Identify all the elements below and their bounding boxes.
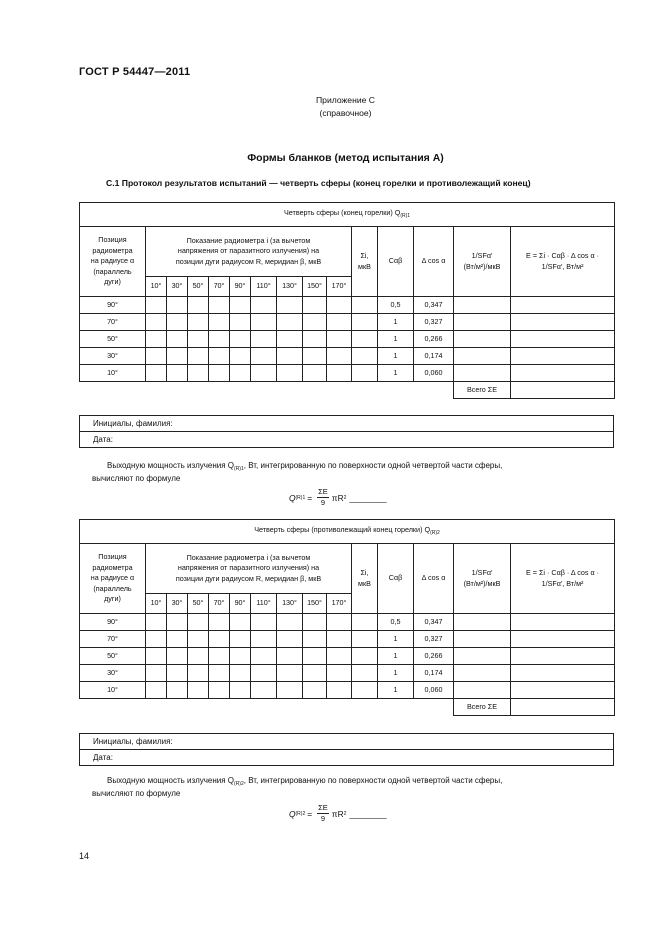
header-delta-cos: Δ cos α	[414, 227, 454, 297]
reading-cell[interactable]	[188, 297, 209, 314]
reading-cell[interactable]	[230, 314, 251, 331]
meridian-cell: 90°	[230, 277, 251, 297]
reading-cell[interactable]	[327, 314, 352, 331]
delta-cos-cell: 0,347	[414, 297, 454, 314]
table-row	[80, 665, 615, 682]
reading-cell[interactable]	[146, 665, 167, 682]
header-position: Позиция радиометра на радиусе α (параллель дуги)	[80, 544, 146, 614]
reading-cell[interactable]	[277, 331, 303, 348]
sum-i-cell[interactable]	[352, 648, 378, 665]
paragraph-2: Выходную мощность излучения $Q_{(R)2}$, Вт, интегрированную по поверхности одной четвертой части сферы,	[107, 776, 503, 787]
c-alpha-beta-cell: 1	[378, 331, 414, 348]
reading-cell[interactable]	[277, 631, 303, 648]
c-alpha-beta-cell: 1	[378, 314, 414, 331]
meridian-cell: 30°	[167, 594, 188, 614]
table-row	[80, 297, 615, 314]
delta-cos-cell: 0,060	[414, 365, 454, 382]
e-cell[interactable]	[511, 331, 615, 348]
reading-cell[interactable]	[167, 682, 188, 699]
reading-cell[interactable]	[188, 365, 209, 382]
reading-cell[interactable]	[230, 331, 251, 348]
reading-cell[interactable]	[303, 665, 327, 682]
e-cell[interactable]	[511, 631, 615, 648]
reading-cell[interactable]	[277, 648, 303, 665]
table-row	[80, 331, 615, 348]
section-title: С.1 Протокол результатов испытаний — четверть сферы (конец горелки и противолежащий конец)	[106, 178, 531, 188]
table-title: Четверть сферы (конец горелки) $Q_{(R)1}$	[80, 203, 615, 227]
meridian-cell: 170°	[327, 277, 352, 297]
reading-cell[interactable]	[188, 631, 209, 648]
reading-cell[interactable]	[209, 682, 230, 699]
reading-cell[interactable]	[167, 331, 188, 348]
c-alpha-beta-cell: 0,5	[378, 614, 414, 631]
delta-cos-cell: 0,327	[414, 631, 454, 648]
header-c-alpha-beta: Cαβ	[378, 227, 414, 297]
position-cell: 50°	[80, 331, 146, 348]
sf-cell[interactable]	[454, 297, 511, 314]
total-label: Всего ΣE	[454, 699, 511, 716]
sum-i-cell[interactable]	[352, 614, 378, 631]
e-cell[interactable]	[511, 297, 615, 314]
delta-cos-cell: 0,060	[414, 682, 454, 699]
reading-cell[interactable]	[303, 365, 327, 382]
meridian-cell: 10°	[146, 277, 167, 297]
sum-i-cell[interactable]	[352, 348, 378, 365]
delta-cos-cell: 0,174	[414, 348, 454, 365]
header-sf: 1/SFα′ (Вт/м²)/мкВ	[454, 227, 511, 297]
e-cell[interactable]	[511, 648, 615, 665]
meridian-cell: 150°	[303, 277, 327, 297]
reading-cell[interactable]	[303, 331, 327, 348]
reading-cell[interactable]	[188, 314, 209, 331]
reading-cell[interactable]	[327, 297, 352, 314]
paragraph-1-cont: вычисляют по формуле	[92, 474, 181, 483]
forms-title: Формы бланков (метод испытания А)	[247, 152, 444, 164]
total-value	[511, 382, 615, 399]
sf-cell[interactable]	[454, 614, 511, 631]
meridian-cell: 50°	[188, 594, 209, 614]
date-field[interactable]: Дата:	[80, 432, 614, 448]
reading-cell[interactable]	[251, 365, 277, 382]
reading-cell[interactable]	[146, 365, 167, 382]
header-reading: Показание радиометра i (за вычетом напряжения от паразитного излучения) на позиции дуги радиусом R, меридиан β, мкВ	[146, 544, 352, 594]
reading-cell[interactable]	[327, 665, 352, 682]
reading-cell[interactable]	[327, 682, 352, 699]
meridian-cell: 130°	[277, 594, 303, 614]
header-reading: Показание радиометра i (за вычетом напряжения от паразитного излучения) на позиции дуги радиусом R, меридиан β, мкВ	[146, 227, 352, 277]
c-alpha-beta-cell: 1	[378, 348, 414, 365]
date-field[interactable]: Дата:	[80, 750, 614, 766]
table-row	[80, 614, 615, 631]
protocol-table-1	[79, 202, 615, 399]
header-sum-i: Σi, мкВ	[352, 227, 378, 297]
reading-cell[interactable]	[303, 348, 327, 365]
sum-i-cell[interactable]	[352, 331, 378, 348]
e-cell[interactable]	[511, 614, 615, 631]
reading-cell[interactable]	[146, 348, 167, 365]
reading-cell[interactable]	[146, 682, 167, 699]
meridian-cell: 10°	[146, 594, 167, 614]
sf-cell[interactable]	[454, 365, 511, 382]
reading-cell[interactable]	[277, 314, 303, 331]
reading-cell[interactable]	[167, 665, 188, 682]
reading-cell[interactable]	[251, 331, 277, 348]
position-cell: 90°	[80, 297, 146, 314]
meridian-cell: 110°	[251, 277, 277, 297]
reading-cell[interactable]	[146, 297, 167, 314]
reading-cell[interactable]	[251, 665, 277, 682]
sum-i-cell[interactable]	[352, 314, 378, 331]
c-alpha-beta-cell: 0,5	[378, 297, 414, 314]
reading-cell[interactable]	[277, 614, 303, 631]
reading-cell[interactable]	[251, 297, 277, 314]
reading-cell[interactable]	[209, 365, 230, 382]
reading-cell[interactable]	[303, 314, 327, 331]
reading-cell[interactable]	[209, 614, 230, 631]
protocol-table-2	[79, 519, 615, 716]
c-alpha-beta-cell: 1	[378, 648, 414, 665]
reading-cell[interactable]	[327, 348, 352, 365]
reading-cell[interactable]	[146, 648, 167, 665]
e-cell[interactable]	[511, 365, 615, 382]
total-label: Всего ΣE	[454, 382, 511, 399]
table-row	[80, 648, 615, 665]
total-row	[80, 699, 615, 716]
reading-cell[interactable]	[230, 682, 251, 699]
reading-cell[interactable]	[303, 631, 327, 648]
e-cell[interactable]	[511, 314, 615, 331]
delta-cos-cell: 0,266	[414, 331, 454, 348]
reading-cell[interactable]	[277, 297, 303, 314]
meridian-cell: 150°	[303, 594, 327, 614]
reading-cell[interactable]	[230, 648, 251, 665]
reading-cell[interactable]	[251, 314, 277, 331]
total-value	[511, 699, 615, 716]
reading-cell[interactable]	[167, 297, 188, 314]
sum-i-cell[interactable]	[352, 682, 378, 699]
e-cell[interactable]	[511, 348, 615, 365]
reading-cell[interactable]	[188, 682, 209, 699]
reading-cell[interactable]	[209, 631, 230, 648]
reading-cell[interactable]	[188, 665, 209, 682]
appendix-title: Приложение С	[316, 95, 375, 105]
meridian-cell: 70°	[209, 277, 230, 297]
paragraph-2-cont: вычисляют по формуле	[92, 789, 181, 798]
table-row	[80, 682, 615, 699]
appendix-heading	[0, 94, 661, 120]
table-title: Четверть сферы (противолежащий конец горелки) $Q_{(R)2}$	[80, 520, 615, 544]
sf-cell[interactable]	[454, 348, 511, 365]
reading-cell[interactable]	[327, 365, 352, 382]
formula-1: Q (R)1 = $\frac{\Sigma E}{9}$ πR 2 ________	[289, 487, 387, 507]
meridian-cell: 110°	[251, 594, 277, 614]
reading-cell[interactable]	[230, 614, 251, 631]
reading-cell[interactable]	[303, 682, 327, 699]
reading-cell[interactable]	[188, 614, 209, 631]
page-number: 14	[79, 851, 90, 861]
reading-cell[interactable]	[209, 648, 230, 665]
header-delta-cos: Δ cos α	[414, 544, 454, 614]
position-cell: 10°	[80, 682, 146, 699]
sum-i-cell[interactable]	[352, 631, 378, 648]
reading-cell[interactable]	[188, 348, 209, 365]
sf-cell[interactable]	[454, 665, 511, 682]
meridian-cell: 30°	[167, 277, 188, 297]
reading-cell[interactable]	[327, 631, 352, 648]
data-rows	[80, 297, 615, 382]
reading-cell[interactable]	[167, 631, 188, 648]
reading-cell[interactable]	[303, 648, 327, 665]
reading-cell[interactable]	[167, 614, 188, 631]
reading-cell[interactable]	[230, 297, 251, 314]
reading-cell[interactable]	[209, 331, 230, 348]
sum-i-cell[interactable]	[352, 297, 378, 314]
signature-block-2	[79, 733, 614, 766]
delta-cos-cell: 0,327	[414, 314, 454, 331]
reading-cell[interactable]	[327, 648, 352, 665]
sf-cell[interactable]	[454, 331, 511, 348]
position-cell: 30°	[80, 665, 146, 682]
paragraph-1: Выходную мощность излучения $Q_{(R)1}$, Вт, интегрированную по поверхности одной четвертой части сферы,	[107, 461, 503, 472]
reading-cell[interactable]	[167, 314, 188, 331]
reading-cell[interactable]	[188, 648, 209, 665]
formula-2: Q (R)2 = $\frac{\Sigma E}{9}$ πR 2 ________	[289, 803, 387, 823]
reading-cell[interactable]	[251, 348, 277, 365]
initials-field[interactable]: Инициалы, фамилия:	[80, 416, 614, 432]
sum-i-cell[interactable]	[352, 665, 378, 682]
meridian-cell: 90°	[230, 594, 251, 614]
reading-cell[interactable]	[327, 331, 352, 348]
sf-cell[interactable]	[454, 631, 511, 648]
reading-cell[interactable]	[209, 665, 230, 682]
reading-cell[interactable]	[146, 331, 167, 348]
table-row	[80, 348, 615, 365]
reading-cell[interactable]	[230, 348, 251, 365]
reading-cell[interactable]	[209, 297, 230, 314]
reading-cell[interactable]	[167, 648, 188, 665]
meridian-cell: 70°	[209, 594, 230, 614]
position-cell: 50°	[80, 648, 146, 665]
header-sum-i: Σi, мкВ	[352, 544, 378, 614]
reading-cell[interactable]	[251, 614, 277, 631]
table-row	[80, 631, 615, 648]
reading-cell[interactable]	[251, 631, 277, 648]
reading-cell[interactable]	[230, 365, 251, 382]
sf-cell[interactable]	[454, 314, 511, 331]
reading-cell[interactable]	[209, 348, 230, 365]
delta-cos-cell: 0,266	[414, 648, 454, 665]
header-sf: 1/SFα′ (Вт/м²)/мкВ	[454, 544, 511, 614]
e-cell[interactable]	[511, 682, 615, 699]
reading-cell[interactable]	[146, 631, 167, 648]
position-cell: 30°	[80, 348, 146, 365]
position-cell: 70°	[80, 631, 146, 648]
reading-cell[interactable]	[277, 665, 303, 682]
reading-cell[interactable]	[303, 614, 327, 631]
document-code: ГОСТ Р 54447—2011	[79, 66, 191, 78]
e-cell[interactable]	[511, 665, 615, 682]
header-e: E = Σi · Cαβ · Δ cos α · 1/SFα′, Вт/м²	[511, 227, 615, 297]
sf-cell[interactable]	[454, 682, 511, 699]
position-cell: 10°	[80, 365, 146, 382]
table-row	[80, 365, 615, 382]
reading-cell[interactable]	[230, 631, 251, 648]
sf-cell[interactable]	[454, 648, 511, 665]
reading-cell[interactable]	[209, 314, 230, 331]
reading-cell[interactable]	[251, 648, 277, 665]
reading-cell[interactable]	[303, 297, 327, 314]
total-row	[80, 382, 615, 399]
meridian-cell: 50°	[188, 277, 209, 297]
reading-cell[interactable]	[146, 614, 167, 631]
reading-cell[interactable]	[146, 314, 167, 331]
appendix-subtitle: (справочное)	[319, 108, 372, 118]
initials-field[interactable]: Инициалы, фамилия:	[80, 734, 614, 750]
meridian-cell: 130°	[277, 277, 303, 297]
data-rows	[80, 614, 615, 699]
c-alpha-beta-cell: 1	[378, 631, 414, 648]
reading-cell[interactable]	[167, 365, 188, 382]
reading-cell[interactable]	[167, 348, 188, 365]
reading-cell[interactable]	[188, 331, 209, 348]
header-position: Позиция радиометра на радиусе α (параллель дуги)	[80, 227, 146, 297]
delta-cos-cell: 0,347	[414, 614, 454, 631]
delta-cos-cell: 0,174	[414, 665, 454, 682]
reading-cell[interactable]	[327, 614, 352, 631]
reading-cell[interactable]	[230, 665, 251, 682]
header-c-alpha-beta: Cαβ	[378, 544, 414, 614]
sum-i-cell[interactable]	[352, 365, 378, 382]
position-cell: 70°	[80, 314, 146, 331]
reading-cell[interactable]	[277, 348, 303, 365]
c-alpha-beta-cell: 1	[378, 665, 414, 682]
position-cell: 90°	[80, 614, 146, 631]
c-alpha-beta-cell: 1	[378, 365, 414, 382]
reading-cell[interactable]	[277, 682, 303, 699]
c-alpha-beta-cell: 1	[378, 682, 414, 699]
table-row	[80, 314, 615, 331]
meridian-cell: 170°	[327, 594, 352, 614]
header-e: E = Σi · Cαβ · Δ cos α · 1/SFα′, Вт/м²	[511, 544, 615, 614]
reading-cell[interactable]	[277, 365, 303, 382]
reading-cell[interactable]	[251, 682, 277, 699]
signature-block-1	[79, 415, 614, 448]
